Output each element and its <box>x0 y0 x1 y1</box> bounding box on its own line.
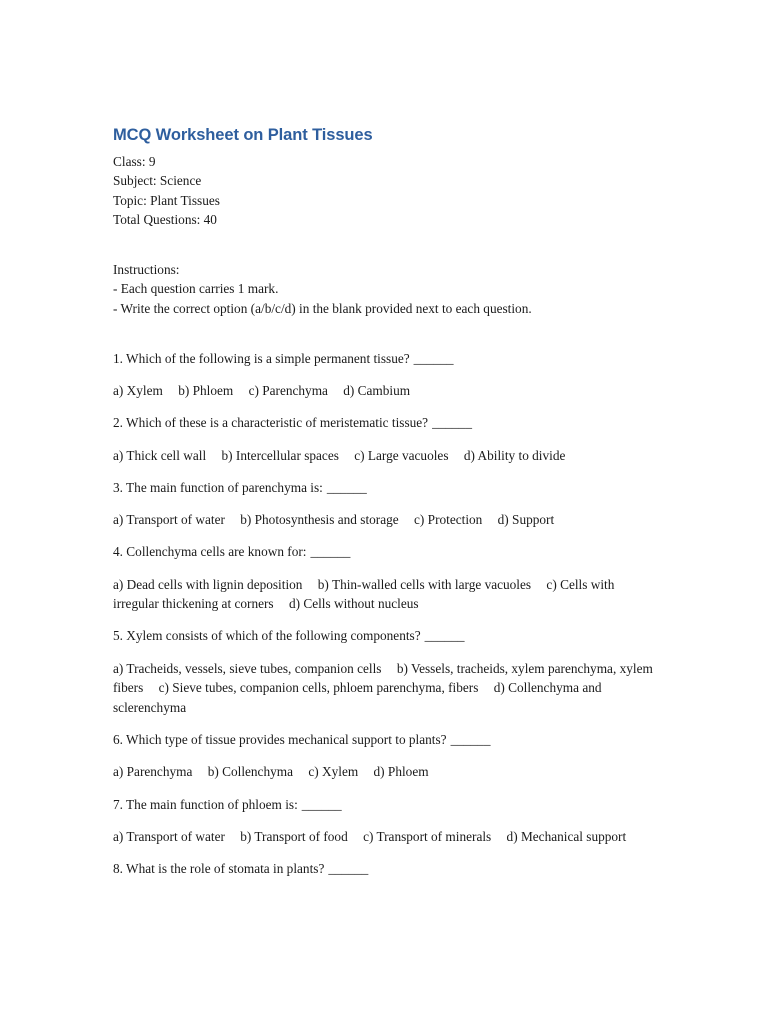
question-label: 2. Which of these is a characteristic of meristematic tissue? <box>113 415 429 431</box>
options-line <box>113 510 658 530</box>
options-line <box>113 575 658 614</box>
options-line <box>113 827 658 847</box>
options-line <box>113 659 658 718</box>
option-item: d) Mechanical support <box>506 828 627 844</box>
question-label: 1. Which of the following is a simple permanent tissue? <box>113 351 410 367</box>
option-item: c) Protection <box>414 512 483 528</box>
instruction-item: - Write the correct option (a/b/c/d) in the blank provided next to each question. <box>113 300 532 316</box>
question-item <box>113 626 658 717</box>
question-item <box>113 542 658 614</box>
question-text <box>113 413 658 433</box>
options-line <box>113 381 658 401</box>
question-text <box>113 795 658 815</box>
option-item: a) Xylem <box>113 383 163 399</box>
option-item: d) Cambium <box>343 383 411 399</box>
option-item: b) Collenchyma <box>207 764 294 780</box>
option-item: b) Phloem <box>178 383 234 399</box>
question-item <box>113 478 658 530</box>
subject-line: Subject: Science <box>113 173 202 189</box>
option-item: d) Ability to divide <box>463 447 566 463</box>
class-line: Class: 9 <box>113 154 156 169</box>
option-item: d) Support <box>497 512 555 528</box>
question-text <box>113 730 658 750</box>
worksheet-meta <box>113 152 658 229</box>
option-item: a) Thick cell wall <box>113 447 207 463</box>
worksheet-page <box>113 124 658 891</box>
question-item <box>113 413 658 465</box>
option-item: b) Thin-walled cells with large vacuoles <box>317 576 532 592</box>
option-item: d) Cells without nucleus <box>288 596 419 612</box>
question-text <box>113 859 658 879</box>
option-item: b) Vessels, tracheids, xylem parenchyma, xylem fibers <box>113 660 653 696</box>
answer-blank[interactable]: ______ <box>328 861 369 877</box>
option-item: b) Photosynthesis and storage <box>240 512 399 528</box>
question-item <box>113 349 658 401</box>
instruction-item: - Each question carries 1 mark. <box>113 281 279 297</box>
answer-blank[interactable]: ______ <box>450 732 491 748</box>
answer-blank[interactable]: ______ <box>301 796 342 812</box>
answer-blank[interactable]: ______ <box>432 415 472 431</box>
option-item: c) Cells with irregular thickening at corners <box>113 576 615 612</box>
options-line <box>113 446 658 466</box>
question-text <box>113 478 658 498</box>
option-item: b) Intercellular spaces <box>221 447 339 463</box>
question-label: 5. Xylem consists of which of the following components? <box>113 628 421 644</box>
topic-line: Topic: Plant Tissues <box>113 192 220 208</box>
instructions-heading: Instructions: <box>113 262 180 278</box>
option-item: a) Transport of water <box>113 828 225 844</box>
option-item: a) Tracheids, vessels, sieve tubes, companion cells <box>113 660 382 676</box>
question-label: 6. Which type of tissue provides mechanical support to plants? <box>113 732 447 748</box>
question-label: 8. What is the role of stomata in plants? <box>113 861 325 877</box>
options-line <box>113 762 658 782</box>
question-label: 4. Collenchyma cells are known for: <box>113 544 307 560</box>
question-text <box>113 626 658 646</box>
question-text <box>113 542 658 562</box>
answer-blank[interactable]: ______ <box>424 628 465 644</box>
option-item: c) Large vacuoles <box>354 447 449 463</box>
total-questions-line: Total Questions: 40 <box>113 211 217 227</box>
option-item: a) Transport of water <box>113 512 225 528</box>
answer-blank[interactable]: ______ <box>310 544 351 560</box>
option-item: a) Parenchyma <box>113 764 193 780</box>
option-item: d) Phloem <box>373 764 429 780</box>
option-item: b) Transport of food <box>240 828 348 844</box>
question-item <box>113 795 658 847</box>
instructions <box>113 260 658 318</box>
page-title: MCQ Worksheet on Plant Tissues <box>113 126 373 144</box>
question-item <box>113 730 658 782</box>
option-item: a) Dead cells with lignin deposition <box>113 576 303 592</box>
option-item: d) Collenchyma and sclerenchyma <box>113 680 602 716</box>
answer-blank[interactable]: ______ <box>413 351 454 367</box>
question-list <box>113 349 658 879</box>
option-item: c) Transport of minerals <box>363 828 492 844</box>
option-item: c) Parenchyma <box>248 383 328 399</box>
option-item: c) Xylem <box>308 764 359 780</box>
question-item <box>113 859 658 879</box>
option-item: c) Sieve tubes, companion cells, phloem parenchyma, fibers <box>158 680 479 696</box>
question-label: 7. The main function of phloem is: <box>113 796 298 812</box>
question-text <box>113 349 658 369</box>
question-label: 3. The main function of parenchyma is: <box>113 479 323 495</box>
answer-blank[interactable]: ______ <box>326 479 367 495</box>
